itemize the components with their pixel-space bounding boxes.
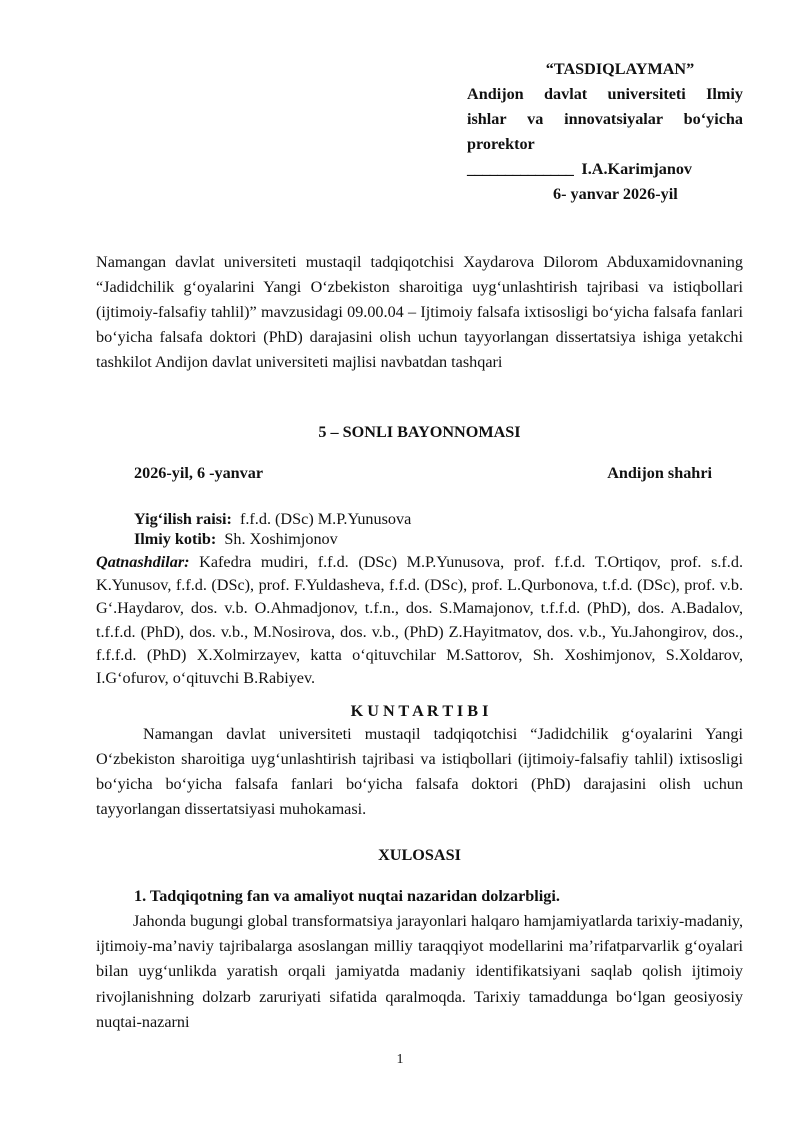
approval-title: “TASDIQLAYMAN” xyxy=(545,60,695,78)
participants-value: Kafedra mudiri, f.f.d. (DSc) M.P.Yunusova, prof. f.f.d. T.Ortiqov, prof. s.f.d. K.Yunusov, f.f.d. (DSc), prof. F.Yuldasheva, f.f.d. (DSc), prof. L.Qurbonova, t.f.d. (DSc), prof. v.b. G‘.Haydarov, dos. v.b. O.Ahmadjonov, t.f.n., dos. S.Mamajonov, t.f.f.d. (PhD), dos. A.Badalov, t.f.f.d. (PhD), dos. v.b., M.Nosirova, dos. v.b., (PhD) Z.Hayitmatov, dos. v.b., Yu.Jahongirov, dos., f.f.f.d. (PhD) X.Xolmirzayev, katta o‘qituvchilar M.Sattorov, Sh. Xoshimjonov, S.Xoldarov, I.G‘ofurov, o‘qituvchi B.Rabiyev. xyxy=(96,553,743,688)
participants-label: Qatnashdilar: xyxy=(96,553,190,571)
section-1-title: 1. Tadqiqotning fan va amaliyot nuqtai nazaridan dolzarbligi. xyxy=(134,887,560,905)
approval-line-1: Andijon davlat universiteti Ilmiy xyxy=(467,85,743,103)
approval-block xyxy=(467,57,743,207)
chair-value: f.f.d. (DSc) M.P.Yunusova xyxy=(239,510,412,528)
conclusion-title: XULOSASI xyxy=(378,846,461,864)
protocol-title: 5 – SONLI BAYONNOMASI xyxy=(318,423,521,441)
section-1-body: Jahonda bugungi global transformatsiya jarayonlari halqaro hamjamiyatlarda tarixiy-madaniy, ijtimoiy-ma’naviy tajribalarga asoslangan milliy taraqqiyot modellarini ma’rifatparvarlik g‘oyalari bilan uyg‘unlikda yaratish orqali jamiyatda madaniy identifikatsiyani saqlab qolish ijtimoiy rivojlanishning dolzarb zaruriyati sifatida qaralmoqda. Tarixiy tamaddunga bo‘lgan geosiyosiy nuqtai-nazarni xyxy=(96,912,743,1031)
agenda-body: Namangan davlat universiteti mustaqil tadqiqotchisi “Jadidchilik g‘oyalarini Yangi O‘zbekiston sharoitiga uyg‘unlashtirish tajribasi va istiqbollari (ijtimoiy-falsafiy tahlil) ixtisosligi bo‘yicha bo‘yicha falsafa fanlari bo‘yicha falsafa doktori (PhD) darajasini olish uchun tayyorlangan dissertatsiyasi muhokamasi. xyxy=(96,725,743,818)
meeting-date-place xyxy=(134,464,712,483)
meeting-place: Andijon shahri xyxy=(607,464,712,482)
signature-line: ______________ xyxy=(467,160,574,178)
approval-line-3: prorektor xyxy=(467,135,535,153)
approval-signature xyxy=(467,157,743,182)
chair-line xyxy=(134,510,411,529)
approval-date: 6- yanvar 2026-yil xyxy=(553,185,678,203)
intro-paragraph: Namangan davlat universiteti mustaqil tadqiqotchisi Xaydarova Dilorom Abduxamidovnaning “Jadidchilik g‘oyalarini Yangi O‘zbekiston sharoitiga uyg‘unlashtirish tajribasi va istiqbollari (ijtimoiy-falsafiy tahlil)” mavzusidagi 09.00.04 – Ijtimoiy falsafa ixtisosligi bo‘yicha falsafa fanlari bo‘yicha falsafa doktori (PhD) darajasini olish uchun tayyorlangan dissertatsiya ishiga yetakchi tashkilot Andijon davlat universiteti majlisi navbatdan tashqari xyxy=(96,253,743,371)
signer-name: I.A.Karimjanov xyxy=(581,160,693,178)
agenda-title: K U N T A R T I B I xyxy=(350,702,489,720)
secretary-line xyxy=(134,530,338,549)
page-number: 1 xyxy=(396,1052,404,1067)
secretary-value: Sh. Xoshimjonov xyxy=(224,530,338,548)
participants-paragraph xyxy=(96,551,743,690)
approval-line-2: ishlar va innovatsiyalar bo‘yicha xyxy=(467,110,743,128)
chair-label: Yig‘ilish raisi: xyxy=(134,510,232,528)
secretary-label: Ilmiy kotib: xyxy=(134,530,217,548)
meeting-date: 2026-yil, 6 -yanvar xyxy=(134,464,264,482)
